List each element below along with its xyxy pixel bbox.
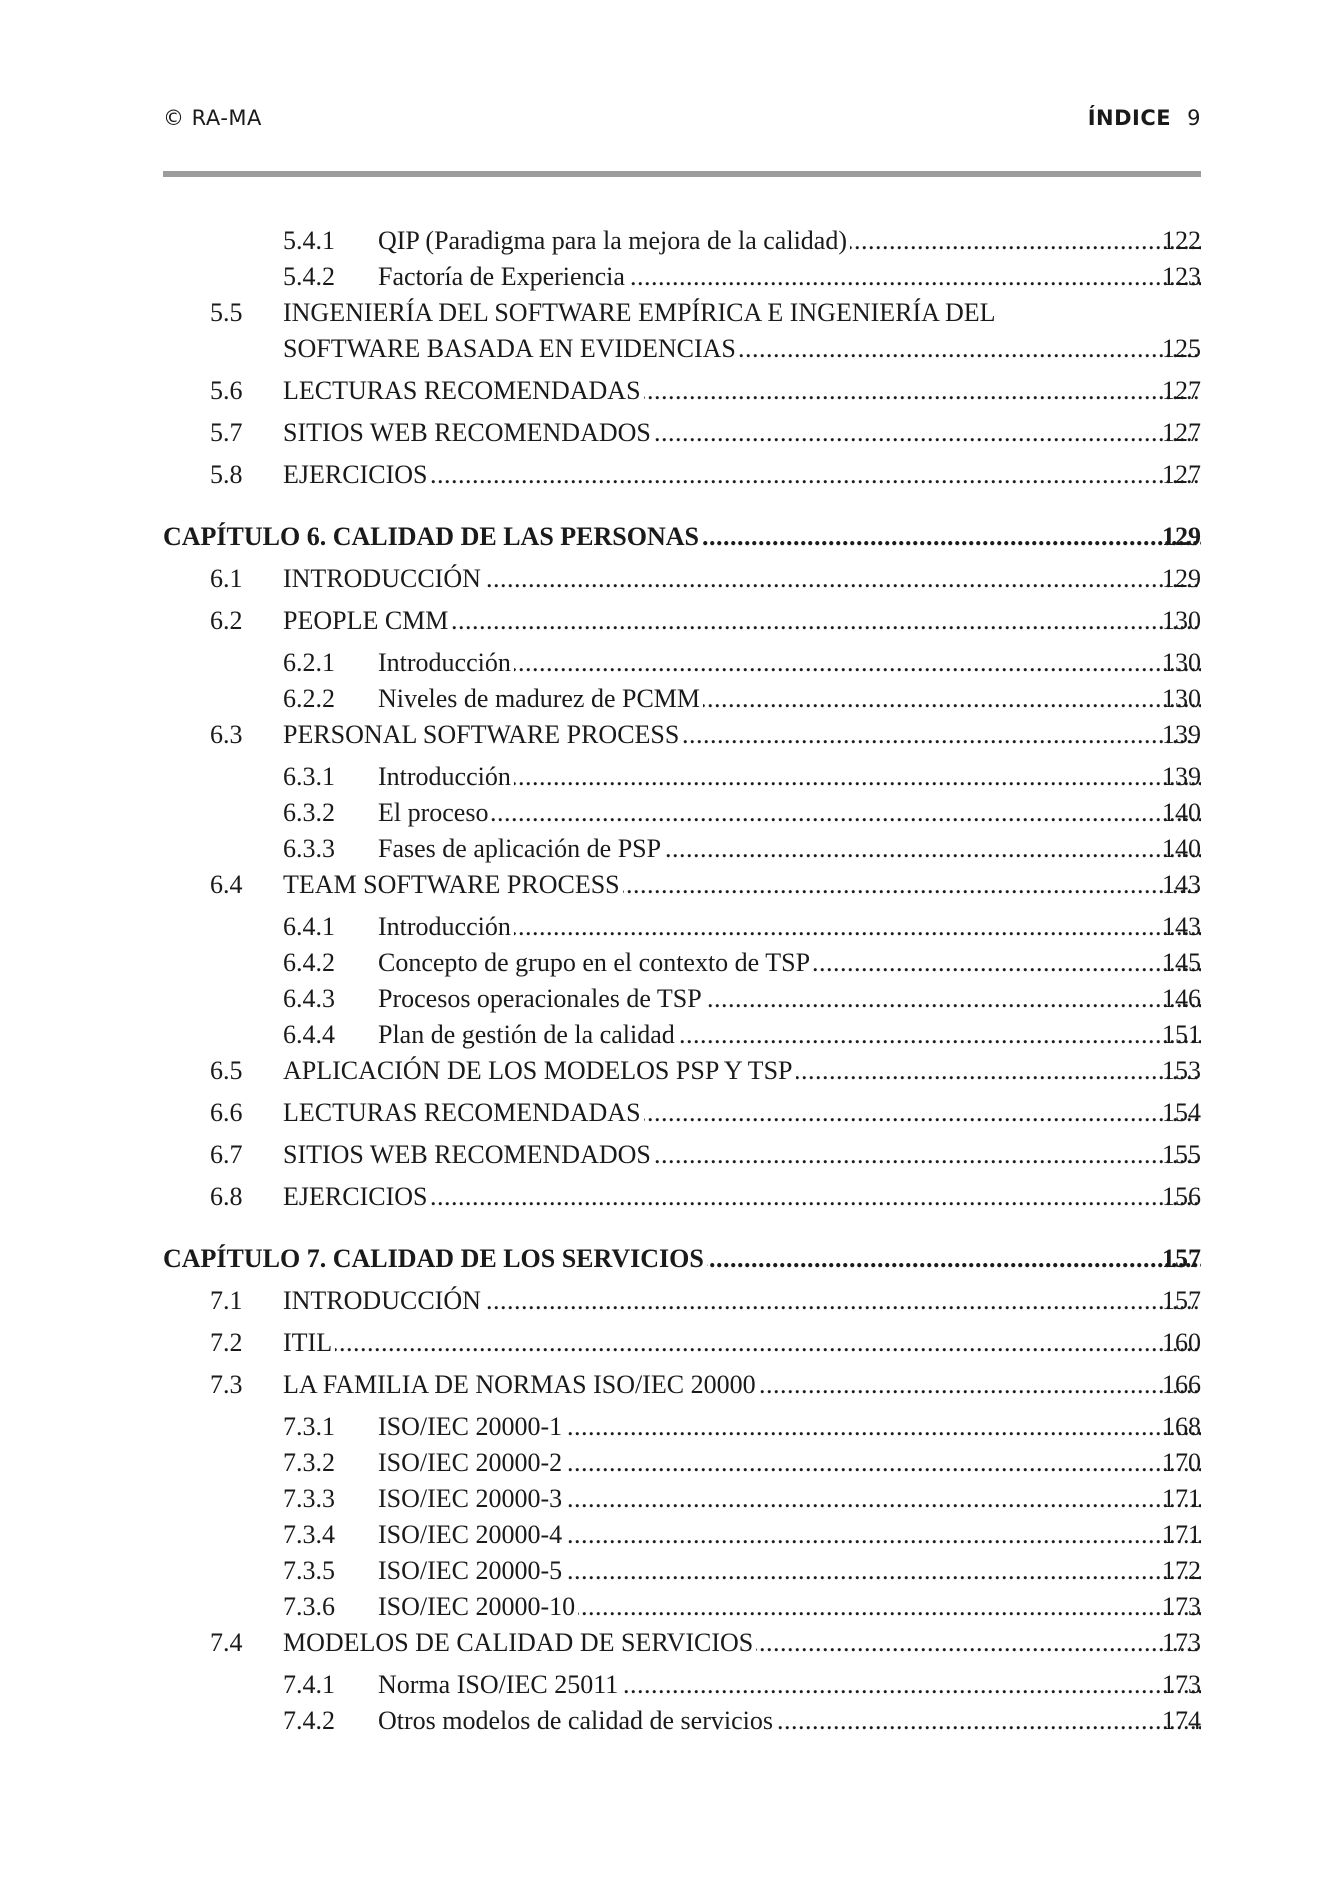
toc-entry-6-4 [0, 870, 1339, 912]
toc-entry-6-3-2 [0, 798, 1339, 834]
toc-entry-6-4-2 [0, 948, 1339, 984]
toc-page: 155 [1162, 1140, 1201, 1169]
toc-title: ISO/IEC 20000-1 [378, 1412, 565, 1441]
toc-title: Concepto de grupo en el contexto de TSP [378, 948, 813, 977]
toc-page: 173 [1162, 1592, 1201, 1621]
toc-entry-5-7 [0, 418, 1339, 460]
toc-number: 6.8 [210, 1182, 243, 1211]
toc-entry-6-4-4 [0, 1020, 1339, 1056]
toc-entry-6-4-3 [0, 984, 1339, 1020]
toc-entry-7-4-2 [0, 1706, 1339, 1742]
toc-number: 7.4.2 [283, 1706, 335, 1735]
toc-entry-5-4-1 [0, 226, 1339, 262]
publisher-mark: © RA-MA [163, 106, 262, 130]
toc-entry-7-2 [0, 1328, 1339, 1370]
toc-title-line2: SOFTWARE BASADA EN EVIDENCIAS [283, 334, 739, 363]
toc-entry-6-3-1 [0, 762, 1339, 798]
toc-page: 172 [1162, 1556, 1201, 1585]
toc-page: 125 [1162, 334, 1201, 363]
toc-page: 151 [1162, 1020, 1201, 1049]
toc-entry-5-6 [0, 376, 1339, 418]
toc-title: Fases de aplicación de PSP [378, 834, 664, 863]
toc-title-line1: INGENIERÍA DEL SOFTWARE EMPÍRICA E INGENIERÍA DEL [283, 298, 996, 327]
toc-page: 166 [1162, 1370, 1201, 1399]
toc-number: 7.3.2 [283, 1448, 335, 1477]
toc-title: APLICACIÓN DE LOS MODELOS PSP Y TSP [283, 1056, 796, 1085]
toc-number: 5.6 [210, 376, 243, 405]
header-right [1088, 106, 1201, 130]
toc-title: Introducción [378, 912, 514, 941]
toc-entry-6-7 [0, 1140, 1339, 1182]
toc-entry-6-2-1 [0, 648, 1339, 684]
toc-number: 5.5 [210, 298, 243, 327]
toc-entry-7-3-6 [0, 1592, 1339, 1628]
toc-title: QIP (Paradigma para la mejora de la calidad) [378, 226, 850, 255]
toc-title: LECTURAS RECOMENDADAS [283, 1098, 644, 1127]
toc-chapter-6 [0, 522, 1339, 564]
toc-number: 6.4.1 [283, 912, 335, 941]
toc-entry-7-3-1 [0, 1412, 1339, 1448]
toc-page: 130 [1162, 684, 1201, 713]
toc-entry-7-3 [0, 1370, 1339, 1412]
toc-page: 143 [1162, 912, 1201, 941]
page-number: 9 [1187, 106, 1201, 130]
toc-title: PEOPLE CMM [283, 606, 451, 635]
table-of-contents [0, 226, 1339, 1742]
toc-number: 7.3.3 [283, 1484, 335, 1513]
toc-title: Plan de gestión de la calidad [378, 1020, 678, 1049]
toc-number: 6.2.1 [283, 648, 335, 677]
chapter-title: CAPÍTULO 6. CALIDAD DE LAS PERSONAS [163, 522, 702, 551]
toc-number: 7.3.4 [283, 1520, 335, 1549]
toc-title: MODELOS DE CALIDAD DE SERVICIOS [283, 1628, 756, 1657]
toc-title: ISO/IEC 20000-4 [378, 1520, 565, 1549]
toc-number: 6.3 [210, 720, 243, 749]
toc-number: 5.8 [210, 460, 243, 489]
toc-chapter-7 [0, 1244, 1339, 1286]
toc-title: SITIOS WEB RECOMENDADOS [283, 418, 654, 447]
toc-title: Niveles de madurez de PCMM [378, 684, 703, 713]
toc-entry-7-4 [0, 1628, 1339, 1670]
toc-title: Introducción [378, 762, 514, 791]
toc-entry-6-2-2 [0, 684, 1339, 720]
toc-page: 130 [1162, 648, 1201, 677]
toc-entry-7-3-4 [0, 1520, 1339, 1556]
toc-page: 157 [1162, 1286, 1201, 1315]
page-header [163, 106, 1201, 140]
toc-page: 143 [1162, 870, 1201, 899]
toc-page: 154 [1162, 1098, 1201, 1127]
toc-number: 6.7 [210, 1140, 243, 1169]
toc-title: ITIL [283, 1328, 335, 1357]
toc-page: 123 [1162, 262, 1201, 291]
toc-title: El proceso [378, 798, 491, 827]
toc-number: 5.4.2 [283, 262, 335, 291]
toc-page: 173 [1162, 1628, 1201, 1657]
toc-page: 127 [1162, 418, 1201, 447]
toc-entry-7-3-2 [0, 1448, 1339, 1484]
toc-page: 171 [1162, 1520, 1201, 1549]
toc-entry-5-4-2 [0, 262, 1339, 298]
toc-page: 174 [1162, 1706, 1201, 1735]
running-title: ÍNDICE [1087, 106, 1172, 130]
toc-title: INTRODUCCIÓN [283, 1286, 484, 1315]
toc-entry-6-5 [0, 1056, 1339, 1098]
toc-number: 6.2 [210, 606, 243, 635]
toc-entry-6-4-1 [0, 912, 1339, 948]
toc-page: 122 [1162, 226, 1201, 255]
toc-number: 6.4.3 [283, 984, 335, 1013]
toc-entry-6-3 [0, 720, 1339, 762]
toc-entry-6-3-3 [0, 834, 1339, 870]
toc-title: TEAM SOFTWARE PROCESS [283, 870, 623, 899]
toc-entry-6-6 [0, 1098, 1339, 1140]
toc-title: LECTURAS RECOMENDADAS [283, 376, 644, 405]
toc-title: ISO/IEC 20000-10 [378, 1592, 578, 1621]
toc-title: Otros modelos de calidad de servicios [378, 1706, 776, 1735]
toc-title: Introducción [378, 648, 514, 677]
toc-number: 6.5 [210, 1056, 243, 1085]
toc-title: LA FAMILIA DE NORMAS ISO/IEC 20000 [283, 1370, 759, 1399]
toc-title: ISO/IEC 20000-2 [378, 1448, 565, 1477]
toc-entry-7-3-5 [0, 1556, 1339, 1592]
toc-page: 140 [1162, 798, 1201, 827]
header-rule [163, 171, 1201, 177]
toc-entry-6-2 [0, 606, 1339, 648]
toc-number: 7.1 [210, 1286, 243, 1315]
toc-title: ISO/IEC 20000-3 [378, 1484, 565, 1513]
toc-number: 7.4 [210, 1628, 243, 1657]
toc-title: INTRODUCCIÓN [283, 564, 484, 593]
toc-title: Norma ISO/IEC 25011 [378, 1670, 621, 1699]
toc-number: 6.2.2 [283, 684, 335, 713]
toc-page: 156 [1162, 1182, 1201, 1211]
toc-title: PERSONAL SOFTWARE PROCESS [283, 720, 682, 749]
toc-number: 6.6 [210, 1098, 243, 1127]
toc-page: 168 [1162, 1412, 1201, 1441]
toc-page: 139 [1162, 720, 1201, 749]
toc-page: 157 [1162, 1244, 1201, 1273]
toc-number: 7.3.5 [283, 1556, 335, 1585]
toc-entry-5-8 [0, 460, 1339, 502]
toc-page: 139 [1162, 762, 1201, 791]
toc-title: SITIOS WEB RECOMENDADOS [283, 1140, 654, 1169]
toc-page: 129 [1162, 522, 1201, 551]
toc-page: 140 [1162, 834, 1201, 863]
toc-page: 145 [1162, 948, 1201, 977]
toc-number: 7.4.1 [283, 1670, 335, 1699]
toc-number: 5.4.1 [283, 226, 335, 255]
toc-number: 5.7 [210, 418, 243, 447]
toc-number: 6.4.2 [283, 948, 335, 977]
toc-page: 170 [1162, 1448, 1201, 1477]
toc-number: 6.4 [210, 870, 243, 899]
toc-page: 129 [1162, 564, 1201, 593]
toc-number: 6.4.4 [283, 1020, 335, 1049]
toc-title: EJERCICIOS [283, 460, 430, 489]
toc-title: Procesos operacionales de TSP [378, 984, 705, 1013]
toc-entry-7-1 [0, 1286, 1339, 1328]
toc-number: 6.1 [210, 564, 243, 593]
toc-page: 173 [1162, 1670, 1201, 1699]
toc-entry-5-5 [0, 298, 1339, 376]
toc-page: 171 [1162, 1484, 1201, 1513]
toc-number: 6.3.3 [283, 834, 335, 863]
toc-page: 146 [1162, 984, 1201, 1013]
toc-title: Factoría de Experiencia [378, 262, 628, 291]
toc-entry-7-4-1 [0, 1670, 1339, 1706]
toc-number: 7.3.6 [283, 1592, 335, 1621]
toc-number: 7.2 [210, 1328, 243, 1357]
toc-number: 7.3 [210, 1370, 243, 1399]
toc-number: 7.3.1 [283, 1412, 335, 1441]
toc-page: 160 [1162, 1328, 1201, 1357]
toc-entry-7-3-3 [0, 1484, 1339, 1520]
toc-page: 127 [1162, 376, 1201, 405]
toc-number: 6.3.2 [283, 798, 335, 827]
toc-page: 130 [1162, 606, 1201, 635]
toc-title: ISO/IEC 20000-5 [378, 1556, 565, 1585]
toc-page: 153 [1162, 1056, 1201, 1085]
toc-entry-6-8 [0, 1182, 1339, 1224]
toc-page: 127 [1162, 460, 1201, 489]
toc-entry-6-1 [0, 564, 1339, 606]
toc-number: 6.3.1 [283, 762, 335, 791]
toc-title: EJERCICIOS [283, 1182, 430, 1211]
chapter-title: CAPÍTULO 7. CALIDAD DE LOS SERVICIOS [163, 1244, 707, 1273]
